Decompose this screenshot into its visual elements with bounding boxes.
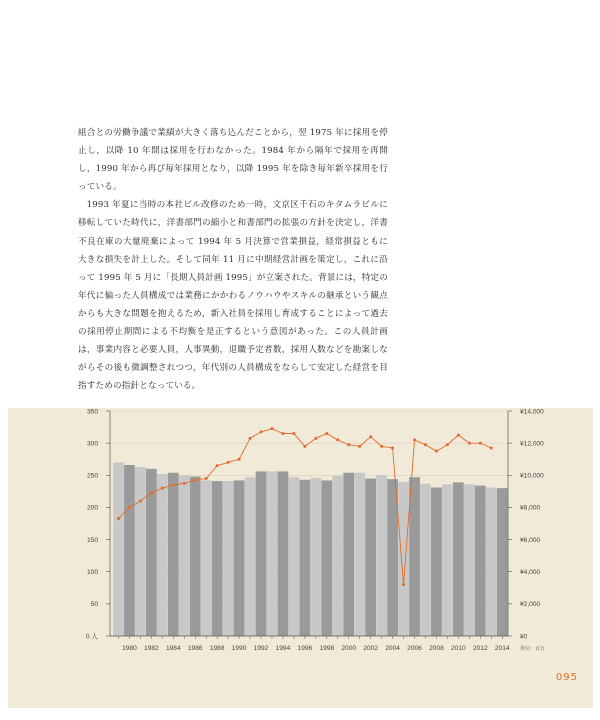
bar <box>464 484 475 636</box>
bar <box>234 480 245 636</box>
sales-point <box>128 506 131 509</box>
sales-point <box>194 479 197 482</box>
sales-point <box>205 477 208 480</box>
sales-point <box>292 432 295 435</box>
paragraph: 組合との労働争議で業績が大きく落ち込んだことから，翌 1975 年に採用を停止し，以降 10 年間は採用を行わなかった。1984 年から隔年で採用を再開し，1990 年から再び毎年採用となり，以降 1995 年を除き毎年新卒採用を行っている。 <box>78 128 388 193</box>
bar <box>497 488 508 636</box>
sales-point <box>139 500 142 503</box>
bar <box>124 465 135 636</box>
bar <box>212 481 223 636</box>
x-tick-label: 2012 <box>472 645 488 652</box>
bar <box>245 477 256 636</box>
bar <box>135 467 146 636</box>
sales-point <box>303 445 306 448</box>
bar <box>343 473 354 636</box>
sales-point <box>457 434 460 437</box>
sales-point <box>413 438 416 441</box>
bar <box>387 479 398 636</box>
sales-point <box>150 491 153 494</box>
x-tick-label: 2008 <box>429 645 444 652</box>
bar <box>332 476 343 636</box>
chart-panel <box>8 408 593 708</box>
bar <box>420 484 431 636</box>
y-right-tick-label: ¥10,000 <box>520 472 544 480</box>
sales-point <box>358 445 361 448</box>
sales-point <box>468 442 471 445</box>
x-tick-label: 1986 <box>187 645 203 652</box>
y-right-tick-label: ¥14,000 <box>520 408 544 416</box>
bar <box>168 473 179 636</box>
bar <box>354 473 365 636</box>
bar <box>486 488 497 637</box>
bar <box>365 479 376 637</box>
sales-point <box>117 517 120 520</box>
x-tick-label: 1980 <box>122 645 137 652</box>
sales-point <box>216 464 219 467</box>
bar <box>300 480 311 636</box>
bar <box>289 477 300 636</box>
y-left-tick-label: 100 <box>86 569 98 577</box>
sales-point <box>446 443 449 446</box>
x-tick-label: 1998 <box>319 645 335 652</box>
x-tick-label: 1994 <box>275 645 291 652</box>
x-tick-label: 1992 <box>253 645 269 652</box>
x-tick-label: 2002 <box>363 645 378 652</box>
sales-point <box>161 487 164 490</box>
bar <box>321 480 332 636</box>
sales-point <box>314 437 317 440</box>
x-tick-label: 1984 <box>165 645 181 652</box>
sales-point <box>270 427 273 430</box>
page-number: 095 <box>555 672 578 683</box>
y-left-tick-label: 50 <box>90 601 98 609</box>
y-left-tick-label: 200 <box>86 504 98 512</box>
sales-point <box>369 435 372 438</box>
sales-point <box>479 442 482 445</box>
x-tick-label: 2010 <box>451 645 466 652</box>
y-right-tick-label: ¥8,000 <box>520 504 541 512</box>
sales-point <box>172 483 175 486</box>
x-tick-label: 1988 <box>209 645 225 652</box>
sales-point <box>380 445 383 448</box>
sales-point <box>260 430 263 433</box>
bar <box>267 471 278 636</box>
bar <box>431 488 442 637</box>
bar <box>453 482 464 636</box>
y-right-tick-label: ¥12,000 <box>520 440 544 448</box>
sales-point <box>402 583 405 586</box>
bar <box>442 484 453 636</box>
x-tick-label: 1996 <box>297 645 313 652</box>
x-tick-label: 2004 <box>385 645 400 652</box>
sales-point <box>391 446 394 449</box>
sales-point <box>347 443 350 446</box>
sales-point <box>336 438 339 441</box>
x-tick-label: 2014 <box>494 645 510 652</box>
bar <box>256 471 267 636</box>
bar <box>475 486 486 636</box>
x-tick-label: 2006 <box>407 645 422 652</box>
x-tick-label: 1982 <box>144 645 159 652</box>
sales-point <box>325 432 328 435</box>
sales-point <box>281 432 284 435</box>
bar <box>201 480 212 636</box>
bar <box>179 475 190 636</box>
bar <box>157 474 168 636</box>
bar <box>190 477 201 636</box>
y-left-tick-label: 300 <box>86 440 98 448</box>
bar <box>310 478 321 636</box>
bar <box>113 462 124 636</box>
y-right-tick-label: ¥2,000 <box>520 601 541 609</box>
sales-point <box>249 437 252 440</box>
bar <box>376 475 387 636</box>
y-left-tick-label: 350 <box>86 408 98 416</box>
sales-point <box>227 461 230 464</box>
sales-point <box>435 450 438 453</box>
y-left-tick-label: 0 人 <box>85 633 98 641</box>
bar <box>223 481 234 636</box>
y-left-tick-label: 150 <box>86 536 98 544</box>
bar <box>278 471 289 636</box>
sales-point <box>238 458 241 461</box>
y-right-tick-label: ¥0 <box>520 633 528 641</box>
y-right-tick-label: ¥6,000 <box>520 536 541 544</box>
bar <box>409 477 420 636</box>
x-tick-label: 1990 <box>231 645 247 652</box>
sales-point <box>183 482 186 485</box>
y-left-tick-label: 250 <box>86 472 98 480</box>
headcount-sales-chart <box>8 408 593 708</box>
paragraph: 1993 年夏に当時の本社ビル改修のため一時，文京区千石のキタムラビルに移転していた時代に，洋書部門の縮小と和書部門の拡張の方針を決定し，洋書不良在庫の大量廃棄によって 1994 年 5 月決算で営業損益，経常損益ともに大きな損失を計上した。そして同年 11 月に中期経営計画を策定し，これに沿って 1995 年 5 月に「長期人員計画 1995」が立案された。背景には，特定の年代に偏った人員構成では業務にかかわるノウハウやスキルの継承という観点からも大きな問題を抱えるため，新入社員を採用し育成することによって過去の採用停止期間による不均衡を是正するという意図があった。この人員計画は，事業内容と必要人員，人事異動，退職予定者数，採用人数などを勘案しながらその後も微調整されつつ，年代別の人員構成をならして安定した経営を目指すための指針となっている。 <box>78 200 388 392</box>
y-right-tick-label: ¥4,000 <box>520 569 541 577</box>
unit-label: 単位：百万 <box>520 646 546 652</box>
sales-point <box>424 443 427 446</box>
bar <box>398 482 409 636</box>
x-tick-label: 2000 <box>341 645 357 652</box>
sales-point <box>490 446 493 449</box>
article-text <box>78 124 388 395</box>
